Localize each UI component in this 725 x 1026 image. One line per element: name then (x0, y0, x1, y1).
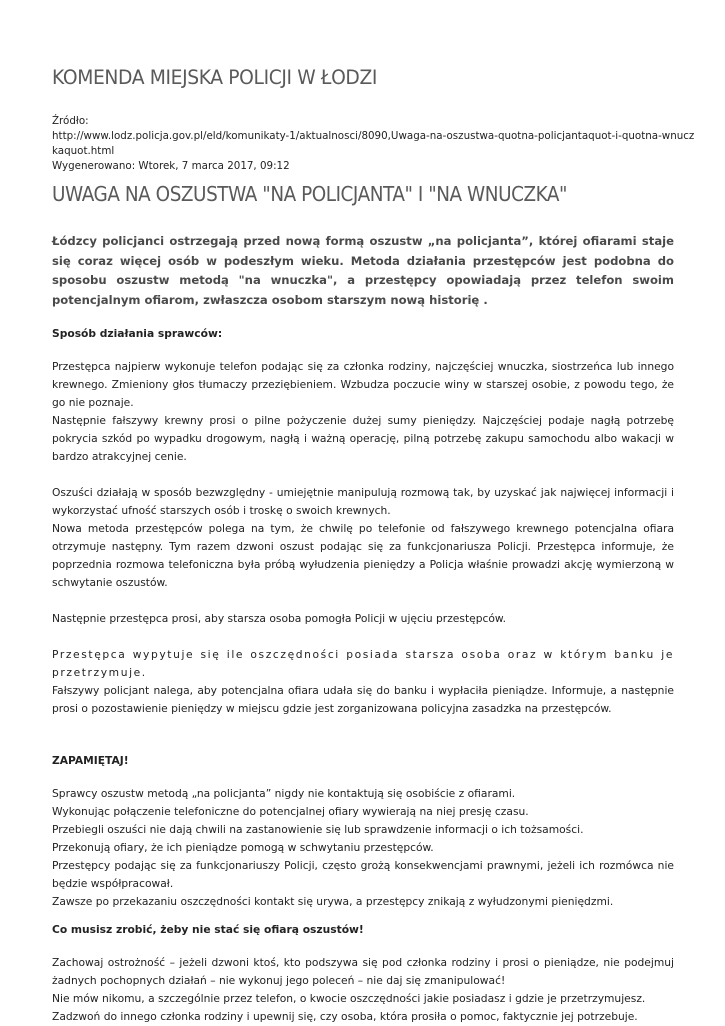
source-info (52, 114, 695, 174)
method-paragraph-7: Fałszywy policjant nalega, aby potencjalna ofiara udała się do banku i wypłaciła pieniądze. Informuje, a następnie prosi o pozostawienie pieniędzy w miejscu gdzie jest zorganizowana policyjna zasadzka na przestępców. (52, 684, 674, 715)
source-url-line2: kaquot.html (52, 145, 115, 157)
todo-heading: Co musisz zrobić, żeby nie stać się ofiarą oszustów! (52, 923, 364, 936)
todo-item: Zachowaj ostrożność – jeżeli dzwoni ktoś, kto podszywa się pod członka rodziny i prosi o pieniądze, nie podejmuj żadnych pochopnych działań – nie wykonuj jego poleceń – nie daj się zmanipulować! (52, 956, 674, 987)
org-title: KOMENDA MIEJSKA POLICJI W ŁODZI (52, 66, 378, 89)
todo-item: Nie mów nikomu, a szczególnie przez telefon, o kwocie oszczędności jakie posiadasz i gdzie je przetrzymujesz. (52, 992, 646, 1005)
method-paragraph-5: Następnie przestępca prosi, aby starsza osoba pomogła Policji w ujęciu przestępców. (52, 612, 507, 625)
todo-item: Zadzwoń do innego członka rodziny i upewnij się, czy osoba, która prosiła o pomoc, faktycznie jej potrzebuje. (52, 1010, 638, 1023)
method-heading: Sposób działania sprawców: (52, 327, 223, 340)
source-url-line1: http://www.lodz.policja.gov.pl/eld/komunikaty-1/aktualnosci/8090,Uwaga-na-oszustwa-quotna-policjantaquot-i-quotna-wnucz (52, 130, 695, 142)
remember-item: Sprawcy oszustw metodą „na policjanta” nigdy nie kontaktują się osobiście z ofiarami. (52, 787, 516, 800)
method-paragraph-6: Przestępca wypytuje się ile oszczędności posiada starsza osoba oraz w którym banku je przetrzymuje. (52, 648, 674, 679)
method-paragraph-2: Następnie fałszywy krewny prosi o pilne pożyczenie dużej sumy pieniędzy. Najczęściej podaje nagłą potrzebę pokrycia szkód po wypadku drogowym, nagłą i ważną operację, pilną potrzebę zakupu samochodu albo wakacji w bardzo atrakcyjnej cenie. (52, 414, 674, 463)
remember-item: Zawsze po przekazaniu oszczędności kontakt się urywa, a przestępcy znikają z wyłudzonymi pieniędzmi. (52, 895, 614, 908)
generated-date: Wygenerowano: Wtorek, 7 marca 2017, 09:12 (52, 160, 290, 172)
article-lead: Łódzcy policjanci ostrzegają przed nową formą oszustw „na policjanta”, której ofiarami staje się coraz więcej osób w podeszłym wieku. Metoda działania przestępców jest podobna do sposobu oszustw metodą "na wnuczka", a przestępcy opowiadają przez telefon swoim potencjalnym ofiarom, zwłaszcza osobom starszym nową historię . (52, 234, 674, 307)
remember-item: Przekonują ofiary, że ich pieniądze pomogą w schwytaniu przestępców. (52, 841, 434, 854)
remember-heading: ZAPAMIĘTAJ! (52, 754, 129, 767)
source-label: Źródło: (52, 115, 89, 127)
method-paragraph-1: Przestępca najpierw wykonuje telefon podając się za członka rodziny, najczęściej wnuczka, siostrzeńca lub innego krewnego. Zmieniony głos tłumaczy przeziębieniem. Wzbudza poczucie winy w starszej osobie, z powodu tego, że go nie poznaje. (52, 360, 674, 409)
remember-item: Przebiegli oszuści nie dają chwili na zastanowienie się lub sprawdzenie informacji o ich tożsamości. (52, 823, 584, 836)
article-body (52, 325, 674, 1026)
method-paragraph-3: Oszuści działają w sposób bezwzględny - umiejętnie manipulują rozmową tak, by uzyskać jak najwięcej informacji i wykorzystać ufność starszych osób i troskę o swoich krewnych. (52, 486, 674, 517)
method-paragraph-4: Nowa metoda przestępców polega na tym, że chwilę po telefonie od fałszywego krewnego potencjalna ofiara otrzymuje następny. Tym razem dzwoni oszust podając się za funkcjonariusza Policji. Przestępca informuje, że poprzednia rozmowa telefoniczna była próbą wyłudzenia pieniędzy a Policja właśnie prowadzi akcję wymierzoną w schwytanie oszustów. (52, 522, 674, 589)
remember-item: Przestępcy podając się za funkcjonariuszy Policji, często grożą konsekwencjami prawnymi, jeżeli ich rozmówca nie będzie współpracował. (52, 859, 674, 890)
article-title: UWAGA NA OSZUSTWA "NA POLICJANTA" I "NA WNUCZKA" (52, 182, 568, 206)
remember-item: Wykonując połączenie telefoniczne do potencjalnej ofiary wywierają na niej presję czasu. (52, 805, 529, 818)
